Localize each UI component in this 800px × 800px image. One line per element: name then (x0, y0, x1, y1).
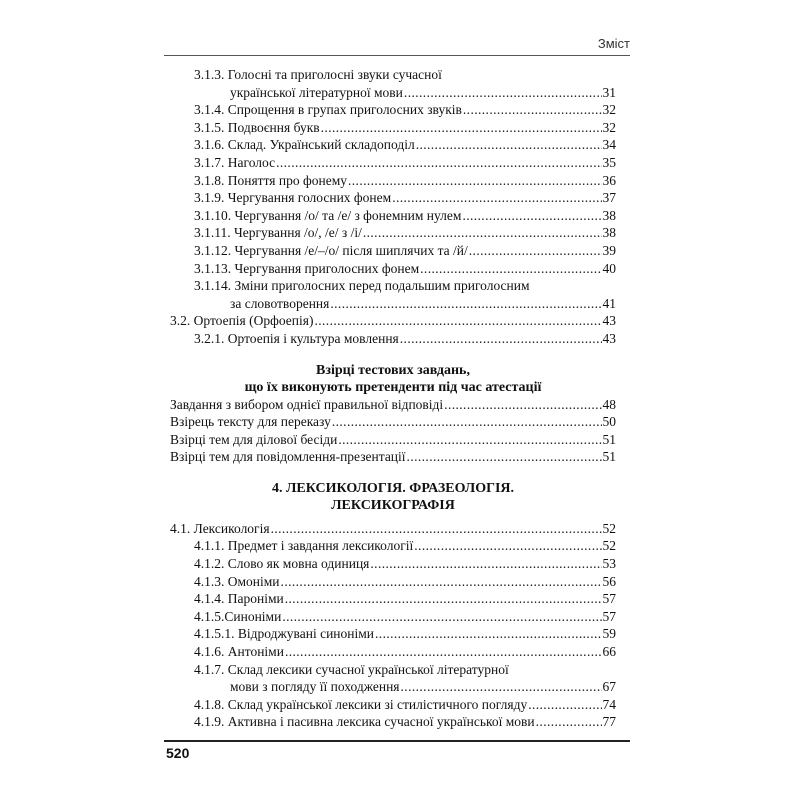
dot-leader (407, 448, 602, 466)
toc-entry (170, 431, 616, 449)
toc-entry-text: 3.1.11. Чергування /о/, /е/ з /і/ (194, 225, 362, 241)
toc-entry-text: 4.1. Лексикологія (170, 520, 270, 536)
toc-page-number: 36 (602, 172, 616, 188)
toc-page-number: 38 (602, 207, 616, 223)
toc-page-number: 31 (602, 84, 616, 100)
toc-page-number: 34 (602, 137, 616, 153)
toc-page-number: 50 (602, 414, 616, 430)
toc-entry-text: 4.1.1. Предмет і завдання лексикології (194, 538, 414, 554)
toc-entry-text: 3.1.12. Чергування /е/–/о/ після шиплячих та /й/ (194, 242, 468, 258)
toc-entry-text: 3.1.10. Чергування /о/ та /е/ з фонемним нулем (194, 207, 462, 223)
toc-page-number: 53 (602, 556, 616, 572)
dot-leader (348, 172, 602, 190)
dot-leader (276, 154, 601, 172)
toc-entry-text-continued: за словотворення (230, 295, 330, 311)
dot-leader (338, 431, 601, 449)
toc-entry (170, 661, 616, 696)
toc-entry (170, 101, 616, 119)
dot-leader (414, 537, 601, 555)
toc-entry (170, 520, 616, 538)
toc-page-number: 57 (602, 591, 616, 607)
toc-page-number: 32 (602, 102, 616, 118)
toc-entry-text: 3.1.8. Поняття про фонему (194, 172, 347, 188)
dot-leader (271, 520, 602, 538)
toc-page-number: 48 (602, 396, 616, 412)
toc-page-number: 38 (602, 225, 616, 241)
toc-entry-text-continued: мови з погляду її походження (230, 679, 400, 695)
toc-page-number: 66 (602, 644, 616, 660)
toc-entry-text: 4.1.3. Омоніми (194, 573, 280, 589)
chapter-heading-line: ЛЕКСИКОГРАФІЯ (331, 497, 455, 513)
toc-entry-text: 3.1.4. Спрощення в групах приголосних звуків (194, 102, 462, 118)
toc-entry-text: Взірці тем для ділової бесіди (170, 431, 338, 447)
dot-leader (401, 678, 602, 696)
toc-page-number: 32 (602, 119, 616, 135)
running-header-title: Зміст (597, 36, 630, 51)
dot-leader (370, 555, 601, 573)
section-heading-line: Взірці тестових завдань, (316, 362, 470, 378)
toc-entry-text: 4.1.6. Антоніми (194, 644, 284, 660)
toc-entry-text: 4.1.8. Склад української лексики зі стилістичного погляду (194, 696, 528, 712)
toc-page-number: 57 (602, 608, 616, 624)
toc-page-number: 41 (602, 295, 616, 311)
dot-leader (420, 260, 601, 278)
toc-page-number: 35 (602, 154, 616, 170)
dot-leader (363, 224, 602, 242)
toc-entry (170, 154, 616, 172)
toc-entry (170, 396, 616, 414)
section-heading (170, 362, 616, 396)
toc-entry-text: 3.2. Ортоепія (Орфоепія) (170, 313, 314, 329)
dot-leader (285, 643, 602, 661)
toc-entry-text: 4.1.9. Активна і пасивна лексика сучасної української мови (194, 714, 535, 730)
dot-leader (416, 136, 602, 154)
dot-leader (404, 84, 602, 102)
toc-entry (170, 643, 616, 661)
toc-page-number: 40 (602, 260, 616, 276)
dot-leader (469, 242, 602, 260)
dot-leader (463, 101, 602, 119)
toc-entry (170, 608, 616, 626)
toc-entry (170, 413, 616, 431)
toc-entry-text: 4.1.2. Слово як мовна одиниця (194, 556, 370, 572)
toc-entry-text: 3.1.13. Чергування приголосних фонем (194, 260, 420, 276)
toc-entry (170, 312, 616, 330)
toc-entry (170, 242, 616, 260)
toc-entry (170, 713, 616, 731)
toc-entry-text: 3.1.3. Голосні та приголосні звуки сучасної (194, 67, 442, 82)
table-of-contents (170, 66, 616, 731)
toc-entry-text: 4.1.5.Синоніми (194, 608, 282, 624)
toc-entry-text: 4.1.4. Пароніми (194, 591, 284, 607)
dot-leader (392, 189, 601, 207)
dot-leader (400, 330, 602, 348)
dot-leader (314, 312, 601, 330)
toc-page-number: 43 (602, 313, 616, 329)
toc-entry (170, 696, 616, 714)
dot-leader (281, 573, 602, 591)
dot-leader (375, 625, 601, 643)
dot-leader (462, 207, 601, 225)
toc-entry (170, 136, 616, 154)
toc-page-number: 74 (602, 696, 616, 712)
dot-leader (444, 396, 601, 414)
toc-entry (170, 590, 616, 608)
toc-entry (170, 119, 616, 137)
toc-entry-text: Взірець тексту для переказу (170, 414, 331, 430)
header-rule (164, 55, 630, 56)
dot-leader (332, 413, 602, 431)
toc-entry (170, 555, 616, 573)
dot-leader (528, 696, 601, 714)
page-number: 520 (166, 745, 190, 761)
chapter-heading (170, 480, 616, 514)
dot-leader (330, 295, 601, 313)
toc-entry-text: 3.1.5. Подвоєння букв (194, 119, 320, 135)
toc-page-number: 43 (602, 330, 616, 346)
toc-page-number: 52 (602, 520, 616, 536)
toc-entry (170, 537, 616, 555)
toc-entry-text: Завдання з вибором однієї правильної відповіді (170, 396, 444, 412)
toc-entry-text: 3.1.14. Зміни приголосних перед подальшим приголосним (194, 278, 530, 294)
toc-entry-text-continued: української літературної мови (230, 84, 403, 100)
toc-entry (170, 172, 616, 190)
dot-leader (536, 713, 602, 731)
toc-entry-text: 3.1.7. Наголос (194, 154, 276, 170)
toc-entry-text: 4.1.7. Склад лексики сучасної української літературної (194, 661, 509, 677)
toc-entry-text: Взірці тем для повідомлення-презентації (170, 449, 406, 465)
dot-leader (321, 119, 602, 137)
toc-entry (170, 277, 616, 312)
toc-entry (170, 448, 616, 466)
toc-page-number: 77 (602, 714, 616, 730)
dot-leader (285, 590, 602, 608)
toc-entry-text: 3.1.9. Чергування голосних фонем (194, 190, 392, 206)
toc-entry-text: 3.2.1. Ортоепія і культура мовлення (194, 330, 399, 346)
toc-entry (170, 207, 616, 225)
toc-entry (170, 66, 616, 101)
toc-page-number: 67 (602, 679, 616, 695)
toc-entry (170, 573, 616, 591)
dot-leader (282, 608, 601, 626)
toc-entry-text: 4.1.5.1. Відроджувані синоніми (194, 626, 375, 642)
toc-entry (170, 625, 616, 643)
toc-page-number: 52 (602, 538, 616, 554)
toc-page-number: 56 (602, 573, 616, 589)
toc-page-number: 51 (602, 449, 616, 465)
toc-entry (170, 224, 616, 242)
toc-entry (170, 189, 616, 207)
toc-page-number: 51 (602, 431, 616, 447)
footer-rule (164, 740, 630, 742)
toc-entry (170, 260, 616, 278)
toc-page-number: 59 (602, 626, 616, 642)
section-heading-line: що їх виконують претенденти під час атестації (244, 379, 542, 395)
chapter-heading-line: 4. ЛЕКСИКОЛОГІЯ. ФРАЗЕОЛОГІЯ. (271, 480, 515, 496)
toc-page-number: 37 (602, 190, 616, 206)
toc-entry-text: 3.1.6. Склад. Український складоподіл (194, 137, 415, 153)
toc-page-number: 39 (602, 242, 616, 258)
toc-entry (170, 330, 616, 348)
